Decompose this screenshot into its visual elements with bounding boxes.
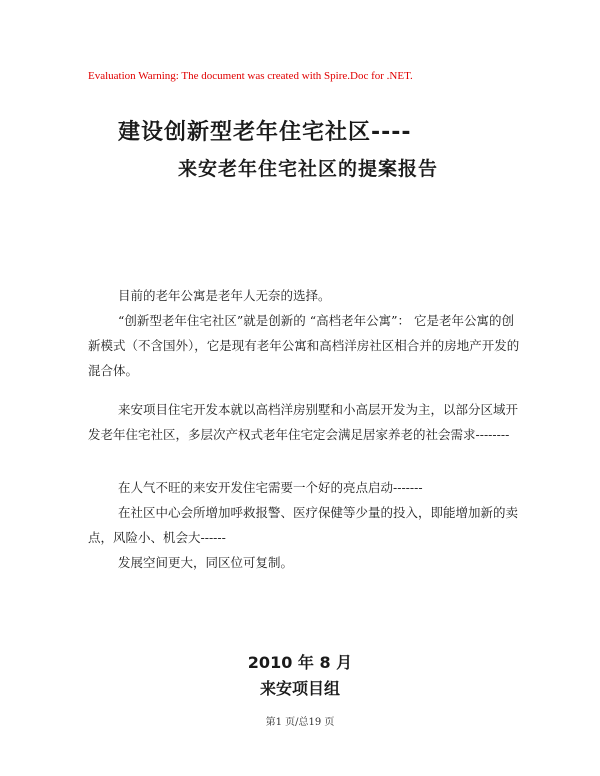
body-section-2 <box>88 397 520 447</box>
body-section-1 <box>88 283 520 383</box>
paragraph-4: 在人气不旺的来安开发住宅需要一个好的亮点启动------- <box>118 480 423 495</box>
paragraph-5: 在社区中心会所增加呼救报警、医疗保健等少量的投入，即能增加新的卖点，风险小、机会大------ <box>88 505 519 545</box>
paragraph-2: “创新型老年住宅社区”就是创新的 “高档老年公寓”： 它是老年公寓的创新模式（不含国外），它是现有老年公寓和高档洋房社区相合并的房地产开发的混合体。 <box>88 313 520 378</box>
document-subtitle: 来安老年住宅社区的提案报告 <box>178 158 439 180</box>
paragraph-6: 发展空间更大，同区位可复制。 <box>118 555 294 570</box>
report-date: 2010 年 8 月 <box>247 653 353 672</box>
page-number-footer: 第1 页/总19 页 <box>265 717 335 728</box>
paragraph-3: 来安项目住宅开发本就以高档洋房别墅和小高层开发为主，以部分区域开发老年住宅社区，多层次产权式老年住宅定会满足居家养老的社会需求-------- <box>88 402 519 442</box>
paragraph-1: 目前的老年公寓是老年人无奈的选择。 <box>118 288 331 303</box>
body-section-3 <box>88 475 520 575</box>
author-group: 来安项目组 <box>259 679 340 698</box>
evaluation-warning: Evaluation Warning: The document was created with Spire.Doc for .NET. <box>88 70 413 82</box>
document-title: 建设创新型老年住宅社区---- <box>118 120 412 145</box>
